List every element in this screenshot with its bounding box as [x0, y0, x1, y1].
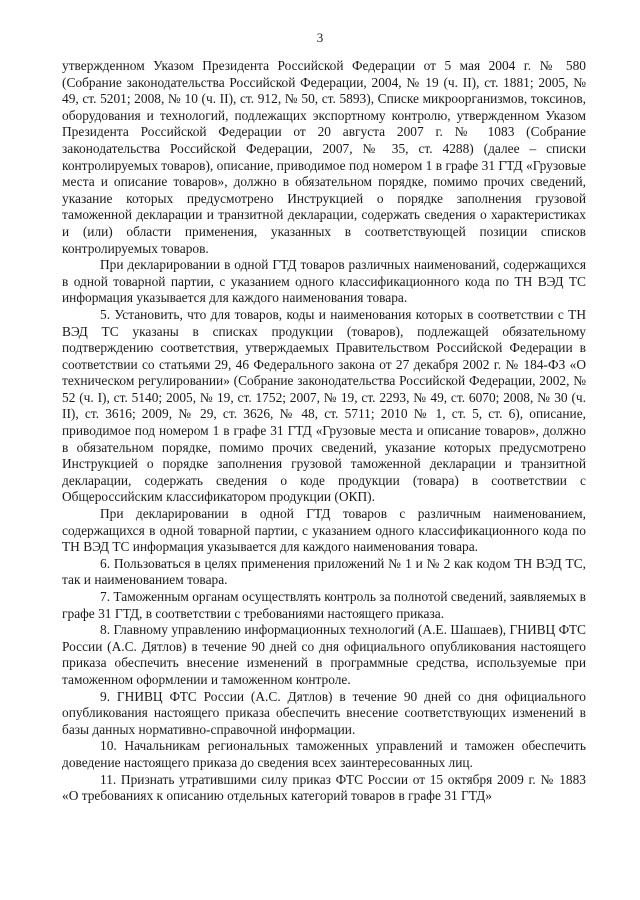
paragraph: 5. Установить, что для товаров, коды и наименования которых в соответствии с ТН ВЭД ТС указаны в списках продукции (товаров), подлежащей обязательному подтверждению соответствия, утверждаемых Правительством Российской Федерации в соответствии со статьями 29, 46 Федерального закона от 27 декабря 2002 г. № 184-ФЗ «О техническом регулировании» (Собрание законодательства Российской Федерации, 2002, № 52 (ч. I), ст. 5140; 2005, № 19, ст. 1752; 2007, № 19, ст. 2293, № 49, ст. 6070; 2008, № 30 (ч. II), ст. 3616; 2009, № 29, ст. 3626, № 48, ст. 5711; 2010 № 1, ст. 5, ст. 6), описание, приводимое под номером 1 в графе 31 ГТД «Грузовые места и описание товаров», должно в обязательном порядке, помимо прочих сведений, указание которых предусмотрено Инструкцией о порядке заполнения грузовой таможенной декларации и транзитной декларации, содержать сведения о коде продукции (товара) в соответствии с Общероссийским классификатором продукции (ОКП). — [62, 306, 586, 505]
document-body — [62, 58, 586, 805]
paragraph: утвержденном Указом Президента Российской Федерации от 5 мая 2004 г. № 580 (Собрание законодательства Российской Федерации, 2004, № 19 (ч. II), ст. 1881; 2005, № 49, ст. 5201; 2008, № 10 (ч. II), ст. 912, № 50, ст. 5893), Списке микроорганизмов, токсинов, оборудования и технологий, подлежащих экспортному контролю, утвержденном Указом Президента Российской Федерации от 20 августа 2007 г. № 1083 (Собрание законодательства Российской Федерации, 2007, № 35, ст. 4288) (далее – списки контролируемых товаров), описание, приводимое под номером 1 в графе 31 ГТД «Грузовые места и описание товаров», должно в обязательном порядке, помимо прочих сведений, указание которых предусмотрено Инструкцией о порядке заполнения грузовой таможенной декларации и транзитной декларации, содержать сведения о характеристиках и (или) области применения, указанных в соответствующей позиции списков контролируемых товаров. — [62, 58, 586, 256]
paragraph: 10. Начальникам региональных таможенных управлений и таможен обеспечить доведение настоящего приказа до сведения всех заинтересованных лиц. — [62, 738, 586, 770]
page-number: 3 — [316, 30, 324, 45]
paragraph: 8. Главному управлению информационных технологий (А.Е. Шашаев), ГНИВЦ ФТС России (А.С. Дятлов) в течение 90 дней со дня официального опубликования настоящего приказа обеспечить внесение изменений в программные средства, используемые при таможенном оформлении и таможенном контроле. — [62, 622, 586, 687]
paragraph: 11. Признать утратившими силу приказ ФТС России от 15 октября 2009 г. № 1883 «О требованиях к описанию отдельных категорий товаров в графе 31 ГТД» — [62, 771, 586, 804]
paragraph: При декларировании в одной ГТД товаров с различным наименованием, содержащихся в одной товарной партии, с указанием одного классификационного кода по ТН ВЭД ТС информация указывается для каждого наименования товара. — [62, 506, 586, 555]
paragraph: При декларировании в одной ГТД товаров различных наименований, содержащихся в одной товарной партии, с указанием одного классификационного кода по ТН ВЭД ТС информация указывается для каждого наименования товара. — [62, 257, 586, 306]
paragraph: 7. Таможенным органам осуществлять контроль за полнотой сведений, заявляемых в графе 31 ГТД, в соответствии с требованиями настоящего приказа. — [62, 589, 586, 621]
paragraph: 9. ГНИВЦ ФТС России (А.С. Дятлов) в течение 90 дней со дня официального опубликования настоящего приказа обеспечить внесение соответствующих изменений в базы данных нормативно-справочной информации. — [62, 688, 586, 737]
paragraph: 6. Пользоваться в целях применения приложений № 1 и № 2 как кодом ТН ВЭД ТС, так и наименованием товара. — [62, 555, 586, 588]
